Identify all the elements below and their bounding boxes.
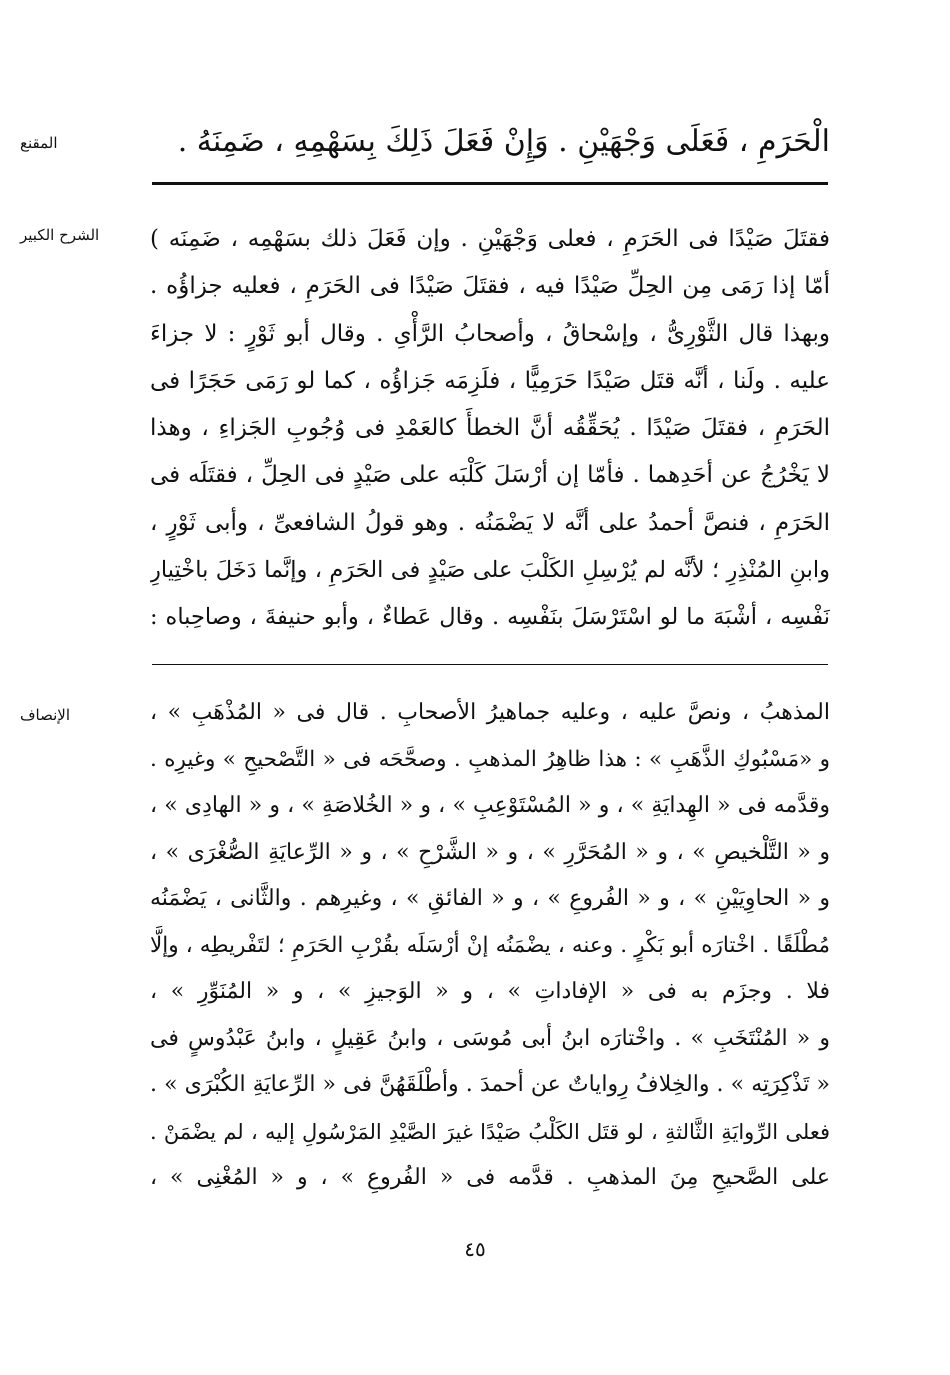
thick-divider [152, 182, 828, 185]
text-line: المذهبُ ، ونصَّ عليه ، وعليه جماهيرُ الأصحابِ . قال فى « المُذْهَبِ » ، [150, 700, 830, 725]
text-line: لا يَخْرُجُ عن أحَدِهما . فأمّا إن أرْسَلَ كَلْبَه على صَيْدٍ فى الحِلِّ ، فقتَلَه فى [150, 462, 830, 489]
text-line: و « المُنْتَخَبِ » . واخْتارَه ابنُ أبى مُوسَى ، وابنُ عَقِيلٍ ، وابنُ عَبْدُوسٍ فى [150, 1025, 830, 1051]
text-line: الحَرَمِ ، فقتَلَ صَيْدًا . يُحَقِّقُه أنَّ الخطأَ كالعَمْدِ فى وُجُوبِ الجَزاءِ ، وهذا [150, 415, 830, 442]
margin-label-muqni: المقنع [20, 134, 58, 152]
text-line: فعلى الرِّوايَةِ الثَّالثةِ ، لو قتَل الكَلْبُ صَيْدًا غيرَ الصَّيْدِ المَرْسُولِ إليه ، لم يضْمَنْ . [150, 1119, 830, 1144]
text-line: و «مَسْبُوكِ الذَّهَبِ » : هذا ظاهِرُ المذهبِ . وصحَّحَه فى « التَّصْحيحِ » وغيرِه . [150, 746, 830, 772]
page-number: ٤٥ [464, 1237, 486, 1261]
text-line: و « التَّلْخيصِ » ، و « المُحَرَّرِ » ، و « الشَّرْحِ » ، و « الرِّعايَةِ الصُّغْرَى » ، [150, 839, 830, 865]
text-line: الْحَرَمِ ، فَعَلَى وَجْهَيْنِ . وَإِنْ فَعَلَ ذَلِكَ بِسَهْمِهِ ، ضَمِنَهُ . [177, 124, 830, 159]
insaf-text [150, 690, 830, 1202]
muqni-text [150, 118, 830, 166]
text-line: على الصَّحيحِ مِنَ المذهبِ . قدَّمه فى « الفُروعِ » ، و « المُغْنِى » ، [150, 1165, 830, 1190]
text-line: وقدَّمه فى « الهِدايَةِ » ، و « المُسْتَوْعِبِ » ، و « الخُلاصَةِ » ، و « الهادِى » ، [150, 793, 830, 818]
margin-label-insaf: الإنصاف [20, 706, 71, 724]
text-line: وبهذا قال الثَّوْرِىُّ ، وإسْحاقُ ، وأصحابُ الرَّأْىِ . وقال أبو ثَوْرٍ : لا جزاءَ [150, 320, 830, 347]
text-line: أمّا إذا رَمَى مِن الحِلِّ صَيْدًا فيه ، فقتَلَ صَيْدًا فى الحَرَمِ ، فعليه جزاؤُه . [150, 273, 830, 300]
text-line: « تَذْكِرَتِه » . والخِلافُ رِواياتٌ عن أحمدَ . وأطْلَقَهُنَّ فى « الرِّعايَةِ الكُبْرَى » . [150, 1072, 830, 1097]
text-line: وابنِ المُنْذِرِ ؛ لأنَّه لم يُرْسِلِ الكَلْبَ على صَيْدٍ فى الحَرَمِ ، وإنَّما دَخَلَ باخْتِيارِ [150, 557, 830, 584]
sharh-text [150, 216, 830, 642]
text-line: نَفْسِه ، أشْبَهَ ما لو اسْتَرْسَلَ بنَفْسِه . وقال عَطاءٌ ، وأبو حنيفةَ ، وصاحِباه : [150, 604, 830, 631]
text-line: فلا . وجزَم به فى « الإفاداتِ » ، و « الوَجيزِ » ، و « المُنَوِّرِ » ، [150, 979, 830, 1004]
thin-divider [152, 664, 828, 665]
text-line: عليه . ولَنا ، أنَّه قتَل صَيْدًا حَرَمِيًّا ، فلَزِمَه جَزاؤُه ، كما لو رَمَى حَجَرًا فى [150, 367, 830, 394]
text-line: و « الحاوِيَيْنِ » ، و « الفُروعِ » ، و « الفائقِ » ، وغيرِهم . والثَّانى ، يَضْمَنُه [150, 886, 830, 911]
text-line: فقتَلَ صَيْدًا فى الحَرَمِ ، فعلى وَجْهَيْنِ . وإن فَعَلَ ذلك بسَهْمِه ، ضَمِنَه ) [150, 226, 830, 252]
margin-label-sharh: الشرح الكبير [20, 226, 100, 244]
text-line: مُطْلَقًا . اخْتارَه أبو بَكْرٍ . وعنه ، يضْمَنُه إنْ أرْسَلَه بقُرْبِ الحَرَمِ ؛ لتَفْريطِه ، وإلَّا [150, 932, 830, 958]
text-line: الحَرَمِ ، فنصَّ أحمدُ على أنَّه لا يَضْمَنُه . وهو قولُ الشافعىِّ ، وأبى ثَوْرٍ ، [150, 509, 830, 536]
